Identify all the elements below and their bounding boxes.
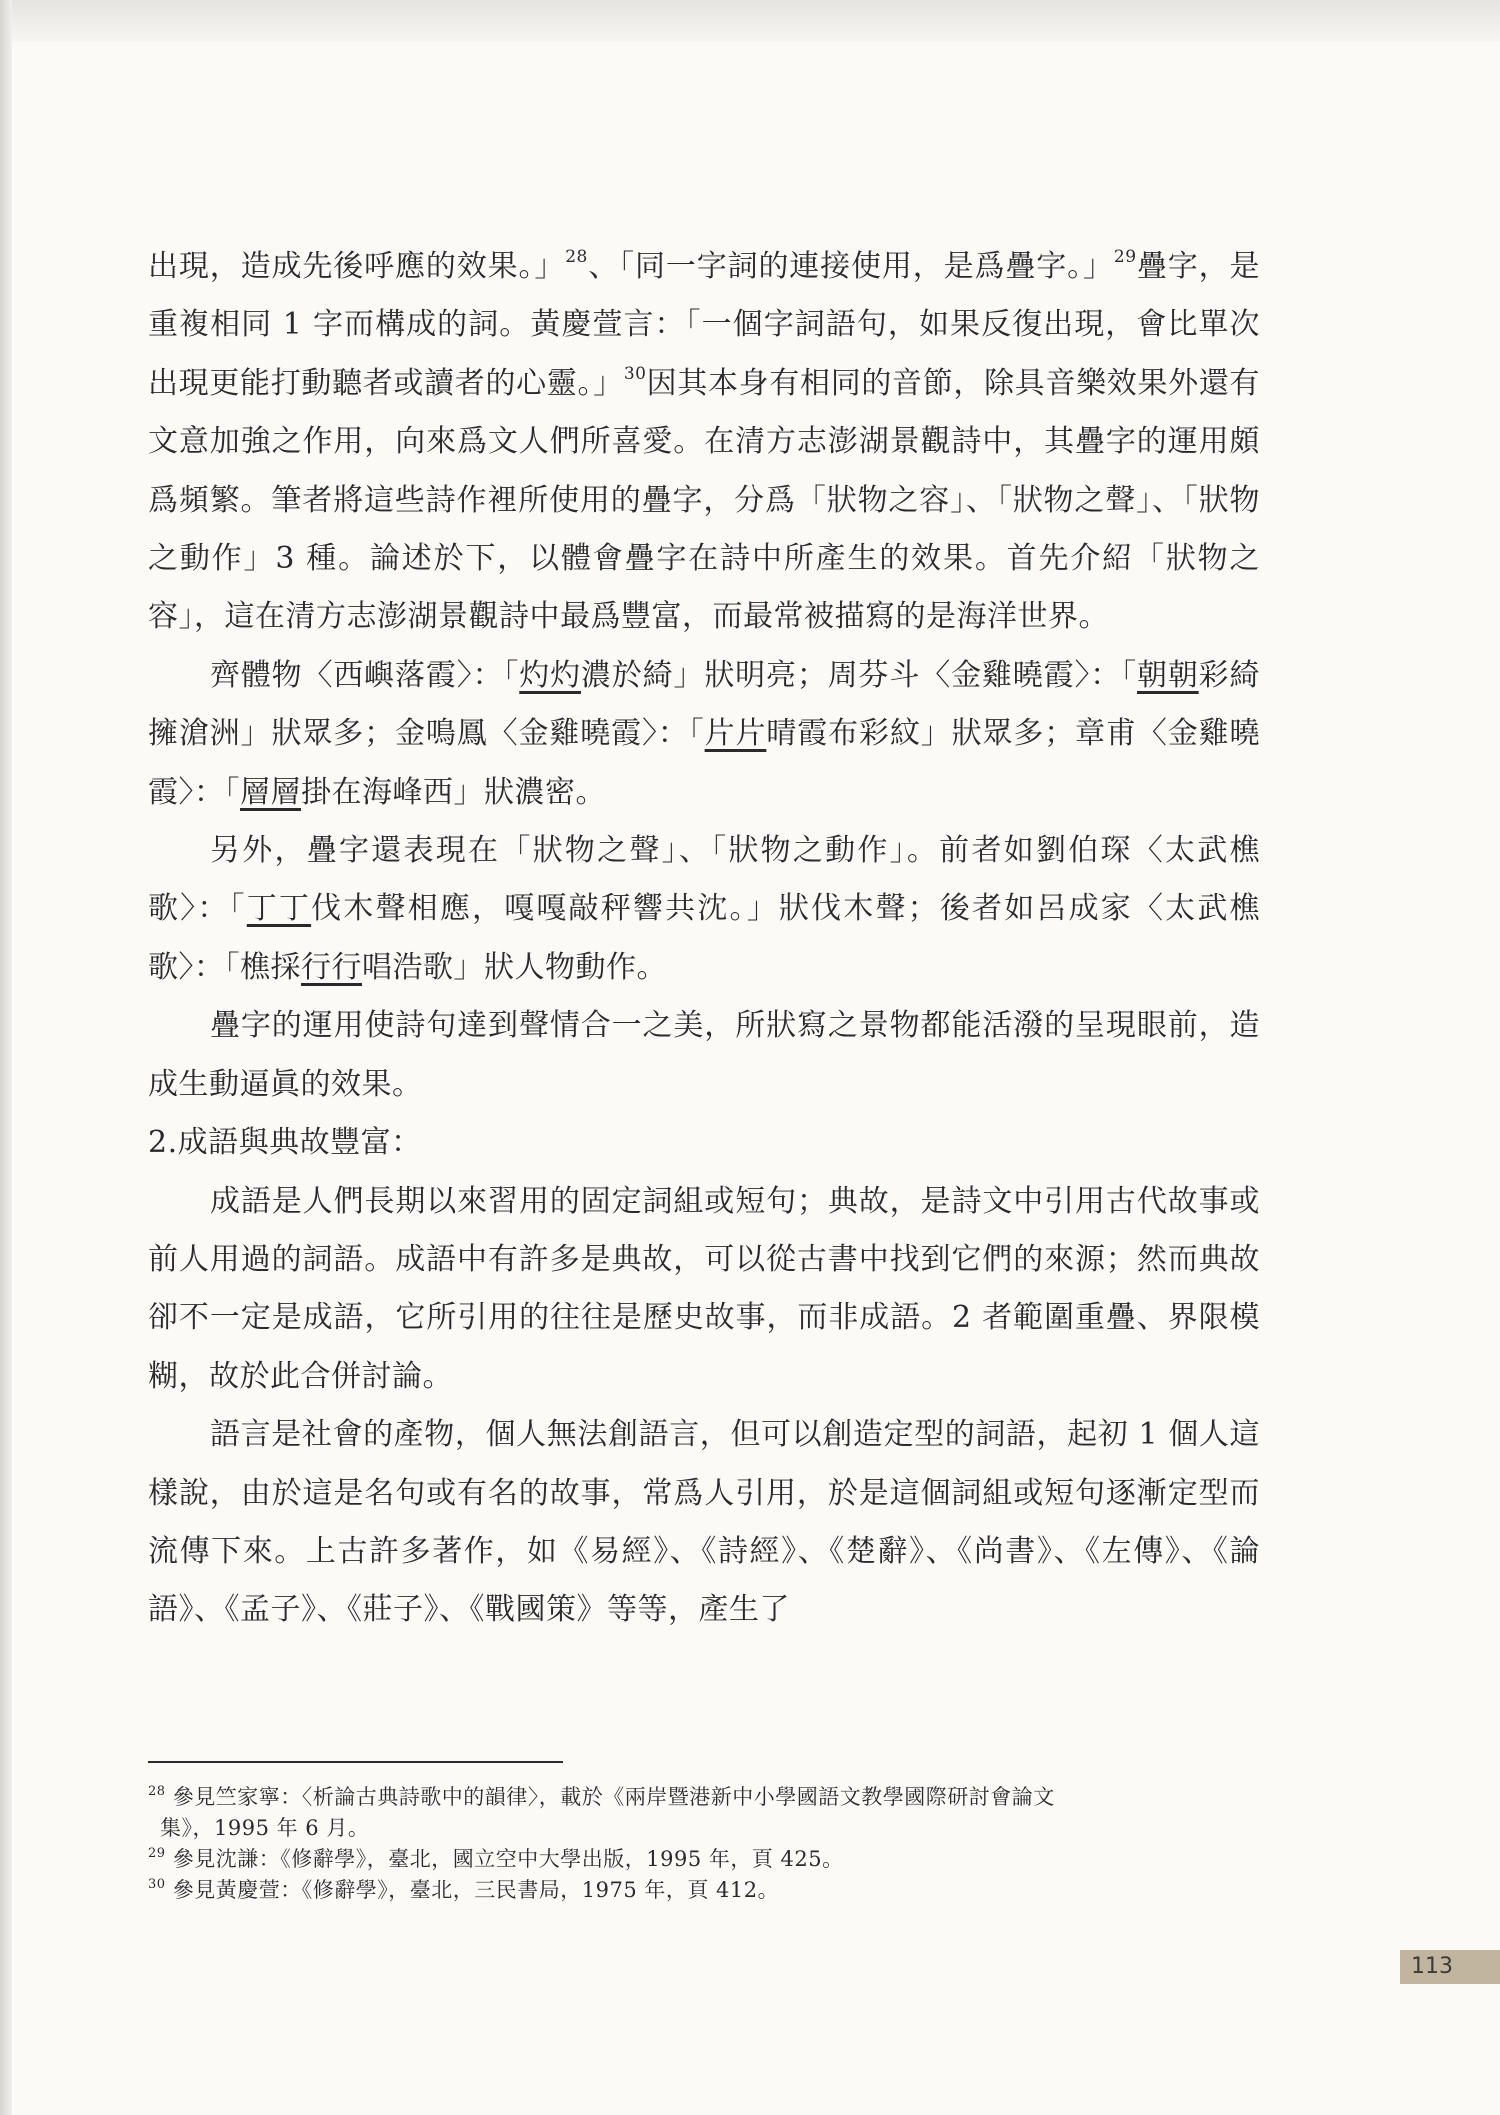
footnote-text: 參見黃慶萱：《修辭學》，臺北，三民書局，1975 年，頁 412。 [172,1878,780,1902]
footnote-number: 28 [148,1784,166,1799]
text-run: 唱浩歌」狀人物動作。 [362,949,667,985]
underlined-reduplication: 行行 [301,949,362,985]
footnote-line [148,1782,1260,1813]
body-text [148,238,1260,1640]
text-run: 出現，造成先後呼應的效果。」 [148,249,566,284]
text-run: 疊字，是重複相同 1 字而構成的詞。黃慶萱言：「一個字詞語句，如果反復出現，會比單次出現更能打動聽者或讀者的心靈。」 [148,249,1261,401]
text-run: 成語是人們長期以來習用的固定詞組或短句；典故，是詩文中引用古代故事或前人用過的詞語。成語中有許多是典故，可以從古書中找到它們的來源；然而典故卻不一定是成語，它所引用的往往是歷史故事，而非成語。2 者範圍重疊、界限模糊，故於此合併討論。 [148,1183,1260,1394]
underlined-reduplication: 片片 [704,716,767,752]
paragraph [148,1173,1260,1407]
text-run: 晴霞布彩紋」狀眾多；章甫〈金雞曉霞〉：「 [148,716,1260,810]
paragraph [148,1114,1260,1172]
footnote-number: 29 [148,1846,166,1861]
text-run: 濃於綺」狀明亮；周芬斗〈金雞曉霞〉：「 [580,657,1137,693]
text-run: 疊字的運用使詩句達到聲情合一之美，所狀寫之景物都能活潑的呈現眼前，造成生動逼眞的效果。 [148,1008,1260,1102]
text-run: 語言是社會的產物，個人無法創語言，但可以創造定型的詞語，起初 1 個人這樣說，由於這是名句或有名的故事，常爲人引用，於是這個詞組或短句逐漸定型而流傳下來。上古許多著作，如《易經》、《詩經》、《楚辭》、《尚書》、《左傳》、《論語》、《孟子》、《莊子》、《戰國策》等等，產生了 [148,1417,1260,1628]
underlined-reduplication: 朝朝 [1136,657,1199,693]
paragraph [148,238,1260,647]
footnote-number: 30 [148,1877,166,1892]
footnote-ref: 30 [623,363,647,384]
text-run: 因其本身有相同的音節，除具音樂效果外還有文意加強之作用，向來爲文人們所喜愛。在清方志澎湖景觀詩中，其疊字的運用頗爲頻繁。筆者將這些詩作裡所使用的疊字，分爲「狀物之容」、「狀物之聲」、「狀物之動作」3 種。論述於下，以體會疊字在詩中所產生的效果。首先介紹「狀物之容」，這在清方志澎湖景觀詩中最爲豐富，而最常被描寫的是海洋世界。 [148,365,1261,635]
footnote-text: 集》，1995 年 6 月。 [160,1816,370,1840]
underlined-reduplication: 丁丁 [246,891,312,927]
footnote-text: 參見竺家寧：〈析論古典詩歌中的韻律〉，載於《兩岸暨港新中小學國語文教學國際研討會論文 [172,1785,1055,1809]
text-run: 掛在海峰西」狀濃密。 [301,774,606,810]
underlined-reduplication: 層層 [240,774,301,810]
text-run: 齊體物〈西嶼落霞〉：「 [210,657,520,693]
paragraph [148,997,1260,1114]
text-run: 2.成語與典故豐富： [148,1125,422,1161]
footnote-line [148,1844,1260,1875]
footnote-line [148,1813,1260,1844]
underlined-reduplication: 灼灼 [519,657,581,693]
paragraph [148,1406,1260,1640]
page-left-edge-shadow [0,0,12,2115]
text-run: 、「同一字詞的連接使用，是爲疊字。」 [587,249,1114,284]
text-run: 伐木聲相應，嘎嘎敲秤響共沈。」狀伐木聲；後者如呂成家〈太武樵歌〉：「樵採 [148,891,1261,985]
page-top-edge-shadow [12,0,1500,42]
footnote-ref: 28 [565,247,588,267]
text-run: 另外，疊字還表現在「狀物之聲」、「狀物之動作」。前者如劉伯琛〈太武樵歌〉：「 [148,833,1260,927]
text-run: 彩綺擁滄洲」狀眾多；金鳴鳳〈金雞曉霞〉：「 [148,657,1261,752]
footnotes [148,1782,1260,1906]
paragraph [148,647,1260,822]
footnote-separator [148,1761,563,1763]
paragraph [148,822,1260,997]
page-number: 113 [1411,1954,1453,1979]
footnote-ref: 29 [1113,247,1137,267]
footnote-text: 參見沈謙：《修辭學》，臺北，國立空中大學出版，1995 年，頁 425。 [172,1847,844,1871]
footnote-line [148,1875,1260,1906]
